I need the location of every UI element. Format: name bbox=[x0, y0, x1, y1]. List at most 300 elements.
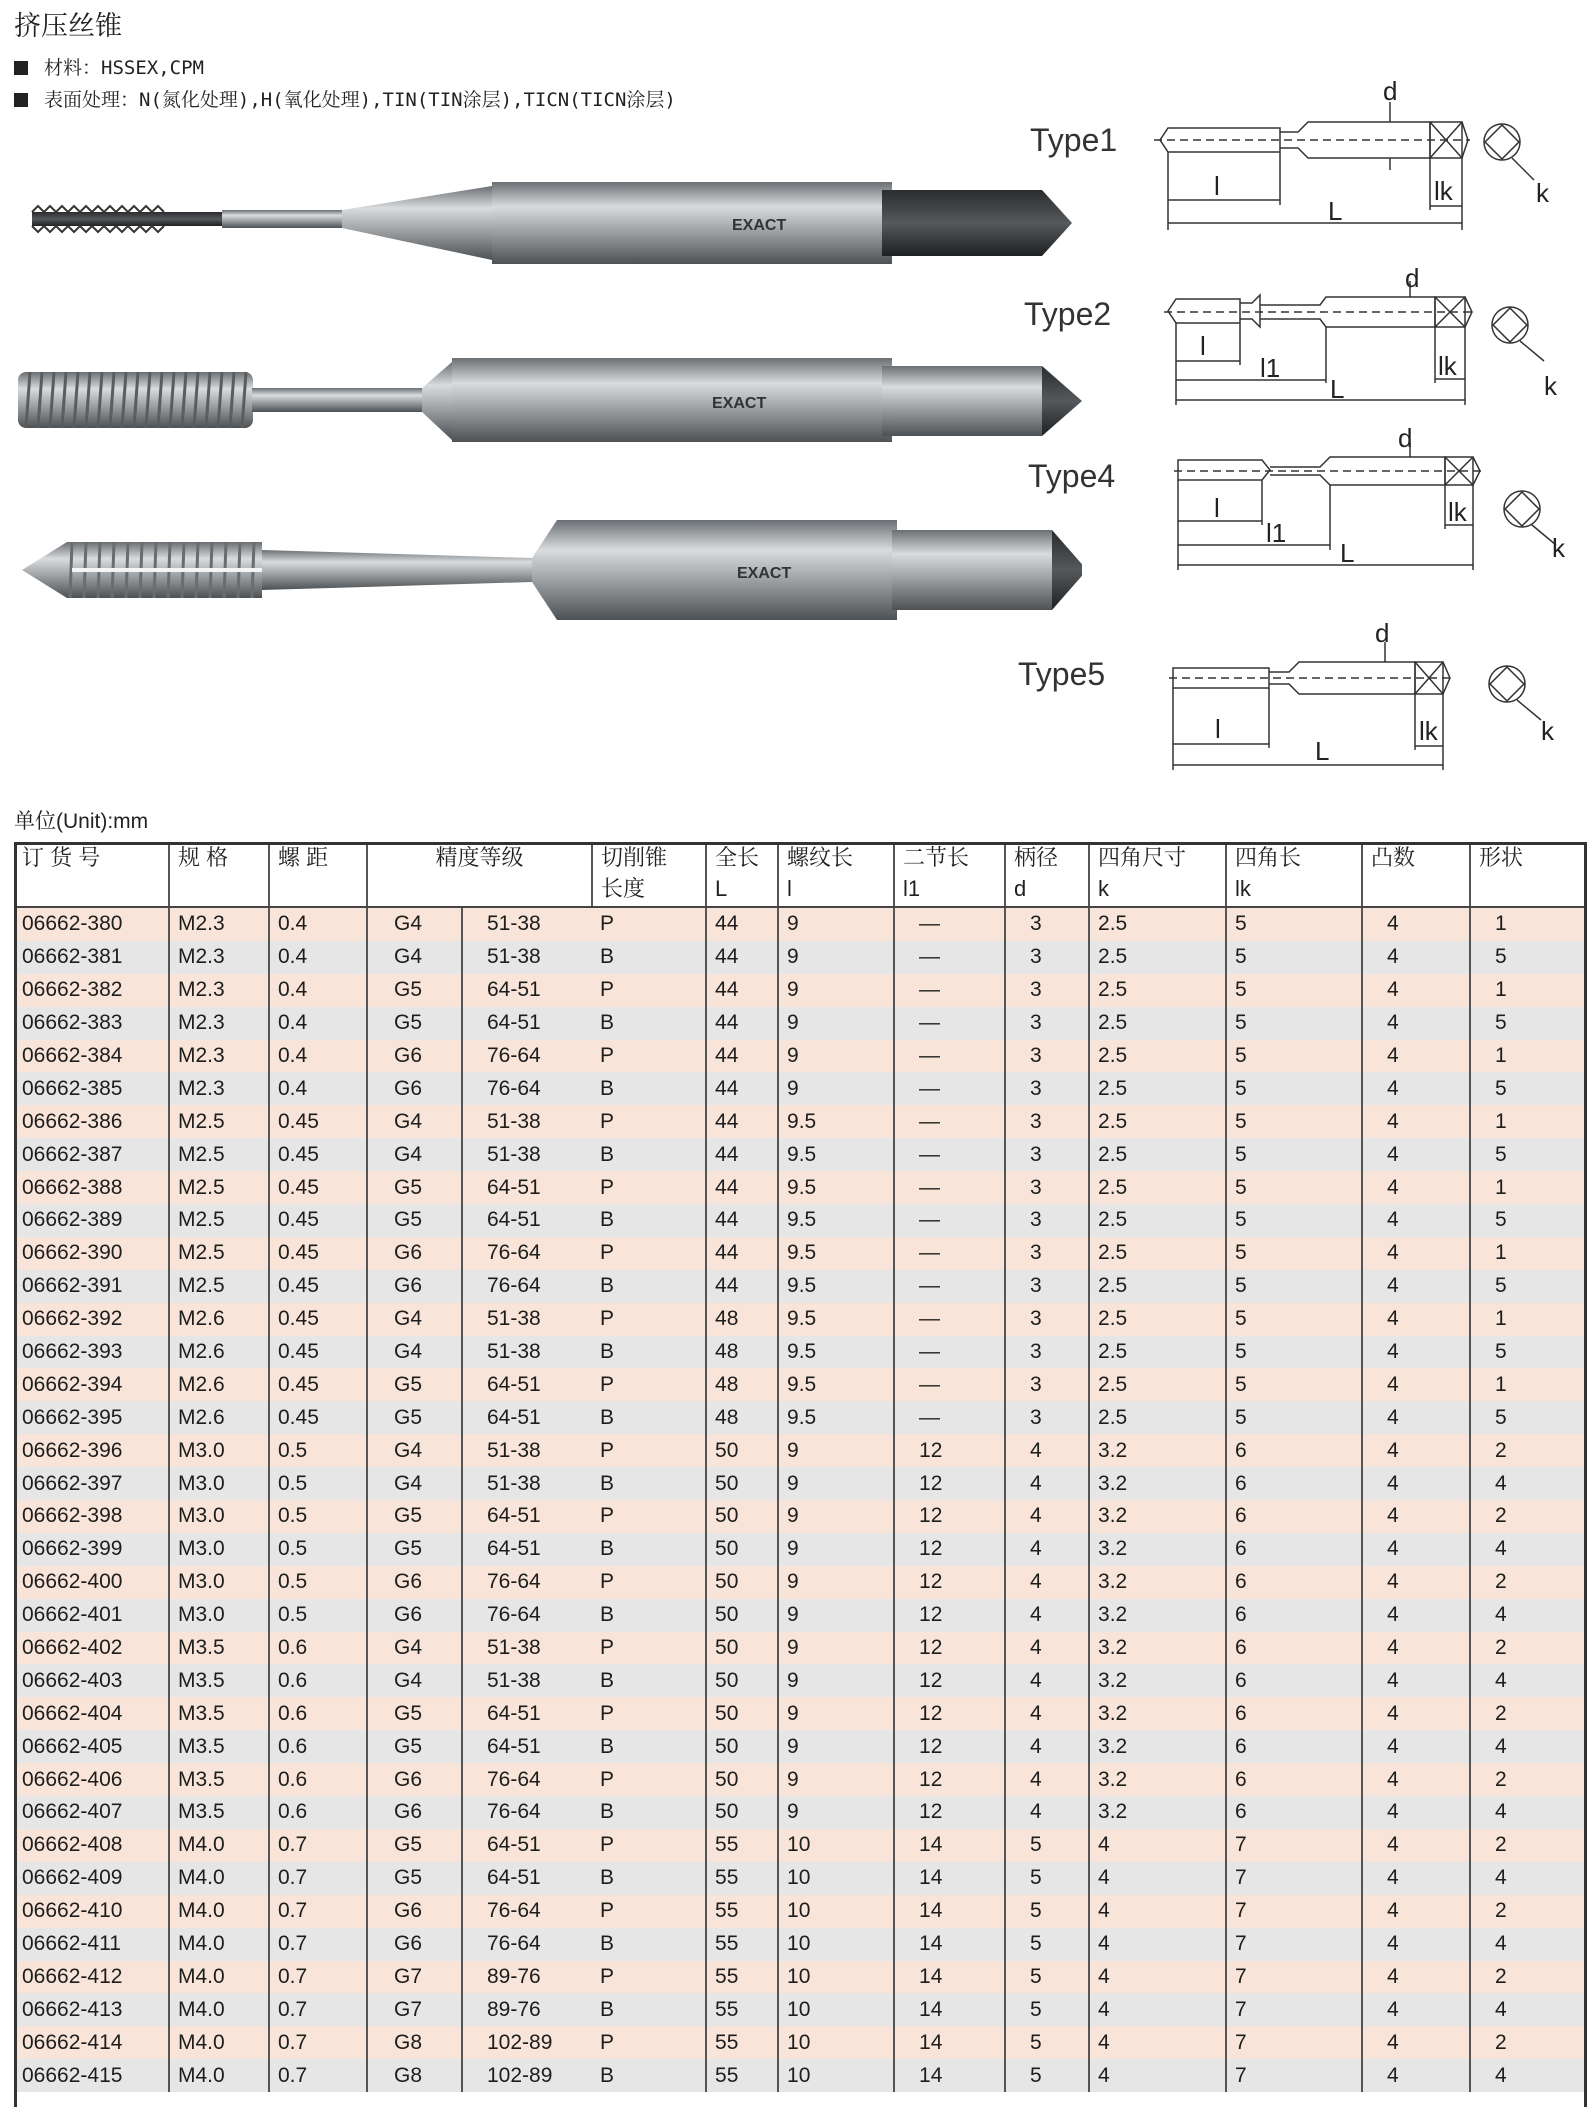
table-cell: P bbox=[592, 2026, 706, 2059]
table-cell: 4 bbox=[1005, 1730, 1089, 1763]
dim-label-lk: lk bbox=[1438, 351, 1457, 381]
table-cell: 51-38 bbox=[462, 1105, 592, 1138]
table-cell: 76-64 bbox=[462, 1895, 592, 1928]
table-cell: 2 bbox=[1470, 2026, 1587, 2059]
table-row bbox=[14, 1105, 1587, 1138]
table-cell: 4 bbox=[1005, 1467, 1089, 1500]
table-cell: 7 bbox=[1226, 1829, 1362, 1862]
table-cell: P bbox=[592, 1961, 706, 1994]
table-cell: 55 bbox=[706, 1895, 778, 1928]
table-cell: 9 bbox=[778, 1434, 894, 1467]
table-cell: 1 bbox=[1470, 907, 1587, 941]
table-cell: 5 bbox=[1470, 1204, 1587, 1237]
table-cell: 12 bbox=[894, 1763, 1005, 1796]
table-cell: 9.5 bbox=[778, 1138, 894, 1171]
table-header-cell bbox=[269, 842, 367, 907]
table-cell: G5 bbox=[367, 1697, 462, 1730]
table-row bbox=[14, 941, 1587, 974]
table-header-cell bbox=[1089, 842, 1226, 907]
table-cell: 12 bbox=[894, 1697, 1005, 1730]
table-cell: 5 bbox=[1005, 2059, 1089, 2092]
table-cell: 2 bbox=[1470, 1961, 1587, 1994]
table-cell: 64-51 bbox=[462, 1204, 592, 1237]
dim-label-k: k bbox=[1541, 716, 1554, 746]
table-cell: 4 bbox=[1005, 1763, 1089, 1796]
header-line-2: l bbox=[787, 876, 792, 901]
table-cell: 5 bbox=[1005, 1862, 1089, 1895]
table-cell: 44 bbox=[706, 1138, 778, 1171]
table-cell: 102-89 bbox=[462, 2059, 592, 2092]
table-cell: 0.45 bbox=[269, 1171, 367, 1204]
table-cell: 64-51 bbox=[462, 974, 592, 1007]
table-cell: 1 bbox=[1470, 1040, 1587, 1073]
table-cell: 4 bbox=[1005, 1566, 1089, 1599]
table-cell: 9.5 bbox=[778, 1336, 894, 1369]
table-cell: 64-51 bbox=[462, 1533, 592, 1566]
table-cell: B bbox=[592, 1336, 706, 1369]
table-cell: B bbox=[592, 1664, 706, 1697]
tap-image-3 bbox=[12, 500, 1082, 640]
header-line-1: 四角尺寸 bbox=[1098, 845, 1187, 870]
table-cell: 51-38 bbox=[462, 1336, 592, 1369]
table-row bbox=[14, 974, 1587, 1007]
table-cell: 4 bbox=[1089, 2026, 1226, 2059]
table-cell: M2.6 bbox=[169, 1368, 269, 1401]
table-cell: B bbox=[592, 2059, 706, 2092]
table-row bbox=[14, 2026, 1587, 2059]
dim-label-lk: lk bbox=[1434, 176, 1453, 206]
table-cell: M4.0 bbox=[169, 1829, 269, 1862]
table-cell: 9 bbox=[778, 974, 894, 1007]
table-row bbox=[14, 907, 1587, 941]
table-cell: 4 bbox=[1005, 1533, 1089, 1566]
table-cell: 06662-384 bbox=[14, 1040, 169, 1073]
table-cell: 64-51 bbox=[462, 1401, 592, 1434]
table-cell: 6 bbox=[1226, 1796, 1362, 1829]
table-cell: — bbox=[894, 1072, 1005, 1105]
table-cell: M4.0 bbox=[169, 1961, 269, 1994]
table-cell: 3.2 bbox=[1089, 1434, 1226, 1467]
table-cell: 3 bbox=[1005, 1072, 1089, 1105]
table-cell: G4 bbox=[367, 1632, 462, 1665]
table-cell: 4 bbox=[1362, 1171, 1470, 1204]
table-cell: 14 bbox=[894, 1829, 1005, 1862]
table-cell: 3 bbox=[1005, 1171, 1089, 1204]
table-cell: — bbox=[894, 1171, 1005, 1204]
table-cell: 50 bbox=[706, 1599, 778, 1632]
table-cell: 4 bbox=[1470, 1730, 1587, 1763]
table-row bbox=[14, 1434, 1587, 1467]
table-cell: 9.5 bbox=[778, 1401, 894, 1434]
table-cell: — bbox=[894, 1204, 1005, 1237]
table-cell: 44 bbox=[706, 941, 778, 974]
table-cell: 5 bbox=[1226, 1204, 1362, 1237]
table-cell: M3.0 bbox=[169, 1566, 269, 1599]
table-cell: 44 bbox=[706, 1270, 778, 1303]
table-row bbox=[14, 1040, 1587, 1073]
table-cell: 9 bbox=[778, 1040, 894, 1073]
table-cell: P bbox=[592, 1829, 706, 1862]
table-cell: 10 bbox=[778, 2026, 894, 2059]
type2-schematic bbox=[1160, 265, 1560, 415]
table-cell: 1 bbox=[1470, 1237, 1587, 1270]
table-cell: 7 bbox=[1226, 1895, 1362, 1928]
table-cell: 2.5 bbox=[1089, 1138, 1226, 1171]
table-cell: 5 bbox=[1226, 1336, 1362, 1369]
table-cell: — bbox=[894, 974, 1005, 1007]
table-cell: 06662-415 bbox=[14, 2059, 169, 2092]
table-cell: 3 bbox=[1005, 1138, 1089, 1171]
dim-label-d: d bbox=[1375, 620, 1390, 648]
table-cell: 2.5 bbox=[1089, 1336, 1226, 1369]
table-cell: 5 bbox=[1470, 1072, 1587, 1105]
table-cell: 06662-404 bbox=[14, 1697, 169, 1730]
table-cell: 9 bbox=[778, 1599, 894, 1632]
table-cell: G6 bbox=[367, 1599, 462, 1632]
table-cell: M2.3 bbox=[169, 1040, 269, 1073]
table-cell: 1 bbox=[1470, 1303, 1587, 1336]
type1-schematic bbox=[1150, 80, 1550, 230]
table-cell: 5 bbox=[1005, 1928, 1089, 1961]
table-cell: 5 bbox=[1226, 1303, 1362, 1336]
table-cell: 5 bbox=[1226, 1368, 1362, 1401]
table-cell: 14 bbox=[894, 2059, 1005, 2092]
type-label-4: Type4 bbox=[1028, 458, 1116, 494]
table-cell: 51-38 bbox=[462, 1664, 592, 1697]
table-cell: — bbox=[894, 1336, 1005, 1369]
table-cell: — bbox=[894, 1270, 1005, 1303]
table-cell: 76-64 bbox=[462, 1237, 592, 1270]
header-line-1: 柄径 bbox=[1014, 845, 1059, 870]
table-cell: B bbox=[592, 1138, 706, 1171]
table-cell: 0.45 bbox=[269, 1303, 367, 1336]
table-cell: 3 bbox=[1005, 907, 1089, 941]
table-cell: 6 bbox=[1226, 1467, 1362, 1500]
table-cell: P bbox=[592, 1763, 706, 1796]
table-cell: B bbox=[592, 1401, 706, 1434]
table-cell: 0.5 bbox=[269, 1533, 367, 1566]
table-cell: 50 bbox=[706, 1730, 778, 1763]
table-body bbox=[14, 907, 1587, 2092]
table-cell: 4 bbox=[1089, 1993, 1226, 2026]
table-cell: 64-51 bbox=[462, 1697, 592, 1730]
table-cell: 06662-406 bbox=[14, 1763, 169, 1796]
dim-label-l: l bbox=[1215, 714, 1221, 744]
table-cell: 0.7 bbox=[269, 1961, 367, 1994]
table-header-cell bbox=[169, 842, 269, 907]
table-cell: 9 bbox=[778, 1632, 894, 1665]
spec-table bbox=[14, 842, 1587, 2092]
table-cell: 06662-400 bbox=[14, 1566, 169, 1599]
table-cell: 9.5 bbox=[778, 1303, 894, 1336]
table-row bbox=[14, 1993, 1587, 2026]
table-cell: 4 bbox=[1362, 1105, 1470, 1138]
table-header-cell bbox=[14, 842, 169, 907]
table-cell: 2.5 bbox=[1089, 1171, 1226, 1204]
table-cell: 6 bbox=[1226, 1500, 1362, 1533]
table-cell: — bbox=[894, 1138, 1005, 1171]
dim-label-L: L bbox=[1340, 538, 1355, 568]
table-cell: 0.5 bbox=[269, 1566, 367, 1599]
table-cell: 55 bbox=[706, 1829, 778, 1862]
bullet-material: 材料：HSSEX,CPM bbox=[14, 52, 676, 84]
table-cell: 06662-410 bbox=[14, 1895, 169, 1928]
table-cell: 51-38 bbox=[462, 1467, 592, 1500]
table-cell: B bbox=[592, 1007, 706, 1040]
table-cell: P bbox=[592, 1105, 706, 1138]
table-cell: 4 bbox=[1362, 974, 1470, 1007]
table-cell: 44 bbox=[706, 1040, 778, 1073]
table-cell: 3.2 bbox=[1089, 1500, 1226, 1533]
dim-label-L: L bbox=[1330, 374, 1345, 404]
table-cell: 4 bbox=[1362, 1500, 1470, 1533]
dim-label-d: d bbox=[1405, 265, 1420, 293]
table-cell: 4 bbox=[1005, 1632, 1089, 1665]
table-cell: 6 bbox=[1226, 1763, 1362, 1796]
table-cell: 12 bbox=[894, 1434, 1005, 1467]
table-cell: 89-76 bbox=[462, 1961, 592, 1994]
header-line-2: d bbox=[1014, 876, 1027, 901]
table-cell: 4 bbox=[1089, 2059, 1226, 2092]
table-cell: 44 bbox=[706, 1007, 778, 1040]
table-cell: 2 bbox=[1470, 1763, 1587, 1796]
table-row bbox=[14, 1533, 1587, 1566]
table-cell: 3.2 bbox=[1089, 1730, 1226, 1763]
table-cell: 0.6 bbox=[269, 1697, 367, 1730]
table-cell: 12 bbox=[894, 1500, 1005, 1533]
table-cell: 5 bbox=[1005, 1829, 1089, 1862]
header-line-1: 二节长 bbox=[903, 845, 970, 870]
table-cell: 0.45 bbox=[269, 1368, 367, 1401]
table-cell: 3.2 bbox=[1089, 1632, 1226, 1665]
dim-label-l1: l1 bbox=[1266, 518, 1287, 548]
table-cell: 4 bbox=[1362, 1138, 1470, 1171]
table-cell: P bbox=[592, 907, 706, 941]
table-cell: 44 bbox=[706, 1237, 778, 1270]
table-cell: 7 bbox=[1226, 2026, 1362, 2059]
table-cell: 9 bbox=[778, 1007, 894, 1040]
table-cell: 3.2 bbox=[1089, 1763, 1226, 1796]
table-header-cell bbox=[1005, 842, 1089, 907]
table-cell: 9 bbox=[778, 1467, 894, 1500]
table-cell: 0.4 bbox=[269, 974, 367, 1007]
dim-label-d: d bbox=[1398, 425, 1413, 453]
table-cell: 50 bbox=[706, 1500, 778, 1533]
type-label-2: Type2 bbox=[1024, 296, 1112, 332]
table-header-cell bbox=[1362, 842, 1470, 907]
table-cell: 9 bbox=[778, 1566, 894, 1599]
table-cell: 4 bbox=[1362, 1401, 1470, 1434]
table-cell: 4 bbox=[1362, 1237, 1470, 1270]
table-cell: 3.2 bbox=[1089, 1566, 1226, 1599]
table-row bbox=[14, 1928, 1587, 1961]
table-cell: 0.5 bbox=[269, 1434, 367, 1467]
table-cell: 4 bbox=[1470, 1993, 1587, 2026]
table-cell: 55 bbox=[706, 1928, 778, 1961]
table-cell: G4 bbox=[367, 941, 462, 974]
table-cell: 4 bbox=[1089, 1862, 1226, 1895]
table-cell: 0.5 bbox=[269, 1599, 367, 1632]
table-cell: 4 bbox=[1362, 1303, 1470, 1336]
table-cell: 0.4 bbox=[269, 907, 367, 941]
table-cell: 0.6 bbox=[269, 1763, 367, 1796]
table-cell: 1 bbox=[1470, 1105, 1587, 1138]
table-cell: G6 bbox=[367, 1072, 462, 1105]
table-cell: 4 bbox=[1362, 907, 1470, 941]
table-cell: 10 bbox=[778, 1862, 894, 1895]
table-cell: 0.45 bbox=[269, 1401, 367, 1434]
table-cell: 06662-381 bbox=[14, 941, 169, 974]
table-cell: G4 bbox=[367, 1467, 462, 1500]
header-line-1: 切削锥 bbox=[601, 845, 668, 870]
table-cell: M2.3 bbox=[169, 1072, 269, 1105]
table-cell: 4 bbox=[1470, 1928, 1587, 1961]
table-cell: G7 bbox=[367, 1993, 462, 2026]
table-cell: G8 bbox=[367, 2026, 462, 2059]
table-cell: 0.7 bbox=[269, 1862, 367, 1895]
table-cell: P bbox=[592, 1697, 706, 1730]
table-cell: 3.2 bbox=[1089, 1697, 1226, 1730]
table-cell: 4 bbox=[1362, 2059, 1470, 2092]
table-cell: 76-64 bbox=[462, 1040, 592, 1073]
table-cell: M3.0 bbox=[169, 1467, 269, 1500]
table-row bbox=[14, 1697, 1587, 1730]
table-cell: 5 bbox=[1226, 907, 1362, 941]
table-row bbox=[14, 1401, 1587, 1434]
table-cell: P bbox=[592, 1895, 706, 1928]
table-cell: 4 bbox=[1362, 1632, 1470, 1665]
table-cell: M2.3 bbox=[169, 907, 269, 941]
table-cell: B bbox=[592, 1730, 706, 1763]
tap-image-2 bbox=[12, 330, 1082, 470]
table-cell: 2 bbox=[1470, 1500, 1587, 1533]
table-cell: G6 bbox=[367, 1796, 462, 1829]
table-cell: 50 bbox=[706, 1664, 778, 1697]
table-cell: 5 bbox=[1226, 1401, 1362, 1434]
table-cell: 06662-382 bbox=[14, 974, 169, 1007]
table-cell: M2.5 bbox=[169, 1270, 269, 1303]
table-cell: 06662-407 bbox=[14, 1796, 169, 1829]
table-cell: 44 bbox=[706, 1072, 778, 1105]
table-row bbox=[14, 1138, 1587, 1171]
table-cell: P bbox=[592, 1237, 706, 1270]
table-header-cell bbox=[367, 842, 592, 907]
table-cell: 4 bbox=[1362, 2026, 1470, 2059]
type5-schematic bbox=[1165, 620, 1565, 770]
table-cell: 9 bbox=[778, 941, 894, 974]
table-cell: 3 bbox=[1005, 1105, 1089, 1138]
table-cell: 3 bbox=[1005, 1270, 1089, 1303]
table-cell: M2.6 bbox=[169, 1401, 269, 1434]
dim-label-L: L bbox=[1315, 736, 1330, 766]
table-cell: 76-64 bbox=[462, 1928, 592, 1961]
table-cell: 4 bbox=[1362, 1993, 1470, 2026]
table-cell: 50 bbox=[706, 1566, 778, 1599]
table-cell: 06662-412 bbox=[14, 1961, 169, 1994]
table-cell: 2.5 bbox=[1089, 1368, 1226, 1401]
table-cell: 2.5 bbox=[1089, 907, 1226, 941]
table-cell: P bbox=[592, 1632, 706, 1665]
table-row bbox=[14, 1270, 1587, 1303]
table-cell: M3.5 bbox=[169, 1730, 269, 1763]
table-cell: 55 bbox=[706, 2026, 778, 2059]
table-cell: 0.6 bbox=[269, 1796, 367, 1829]
table-cell: G5 bbox=[367, 974, 462, 1007]
bullet-square-icon bbox=[14, 93, 28, 107]
table-cell: G5 bbox=[367, 1500, 462, 1533]
bullet-surface: 表面处理：N(氮化处理),H(氧化处理),TIN(TIN涂层),TICN(TICN涂层) bbox=[14, 84, 676, 116]
table-cell: 12 bbox=[894, 1467, 1005, 1500]
header-line-1: 凸数 bbox=[1371, 845, 1416, 870]
table-cell: 0.7 bbox=[269, 1829, 367, 1862]
table-cell: 6 bbox=[1226, 1730, 1362, 1763]
table-cell: 6 bbox=[1226, 1533, 1362, 1566]
table-cell: 64-51 bbox=[462, 1368, 592, 1401]
table-cell: 4 bbox=[1089, 1928, 1226, 1961]
table-cell: 0.4 bbox=[269, 1040, 367, 1073]
table-cell: M2.3 bbox=[169, 941, 269, 974]
table-cell: 9 bbox=[778, 1697, 894, 1730]
table-cell: 9 bbox=[778, 1533, 894, 1566]
header-line-1: 螺 距 bbox=[278, 845, 329, 870]
table-cell: 1 bbox=[1470, 974, 1587, 1007]
table-cell: — bbox=[894, 1040, 1005, 1073]
table-cell: M4.0 bbox=[169, 1895, 269, 1928]
table-cell: M2.5 bbox=[169, 1171, 269, 1204]
table-cell: 50 bbox=[706, 1632, 778, 1665]
table-cell: 06662-391 bbox=[14, 1270, 169, 1303]
table-row bbox=[14, 1796, 1587, 1829]
table-cell: 6 bbox=[1226, 1599, 1362, 1632]
table-row bbox=[14, 1599, 1587, 1632]
table-cell: 5 bbox=[1470, 1401, 1587, 1434]
table-cell: 0.6 bbox=[269, 1730, 367, 1763]
table-cell: P bbox=[592, 974, 706, 1007]
table-cell: M4.0 bbox=[169, 1993, 269, 2026]
header-line-2: L bbox=[715, 876, 728, 901]
table-cell: 2.5 bbox=[1089, 1040, 1226, 1073]
table-cell: G6 bbox=[367, 1237, 462, 1270]
table-cell: 3 bbox=[1005, 974, 1089, 1007]
table-cell: — bbox=[894, 1303, 1005, 1336]
table-cell: 51-38 bbox=[462, 941, 592, 974]
table-cell: 0.5 bbox=[269, 1500, 367, 1533]
page-title: 挤压丝锥 bbox=[14, 11, 122, 42]
table-cell: G4 bbox=[367, 1336, 462, 1369]
table-cell: 12 bbox=[894, 1533, 1005, 1566]
table-cell: G4 bbox=[367, 1105, 462, 1138]
table-cell: 5 bbox=[1005, 2026, 1089, 2059]
header-line-2: l1 bbox=[903, 876, 921, 901]
type4-schematic bbox=[1170, 425, 1570, 575]
table-cell: M3.5 bbox=[169, 1763, 269, 1796]
table-cell: 4 bbox=[1362, 1467, 1470, 1500]
table-cell: 06662-386 bbox=[14, 1105, 169, 1138]
table-cell: 2.5 bbox=[1089, 1204, 1226, 1237]
table-cell: 6 bbox=[1226, 1566, 1362, 1599]
table-cell: 64-51 bbox=[462, 1007, 592, 1040]
table-cell: G6 bbox=[367, 1928, 462, 1961]
table-cell: 5 bbox=[1470, 941, 1587, 974]
table-cell: 0.4 bbox=[269, 1072, 367, 1105]
table-cell: 44 bbox=[706, 1105, 778, 1138]
table-cell: 12 bbox=[894, 1566, 1005, 1599]
table-cell: B bbox=[592, 1862, 706, 1895]
type-label-1: Type1 bbox=[1030, 122, 1118, 158]
dim-label-lk: lk bbox=[1448, 497, 1467, 527]
table-cell: 06662-402 bbox=[14, 1632, 169, 1665]
table-header-cell bbox=[778, 842, 894, 907]
